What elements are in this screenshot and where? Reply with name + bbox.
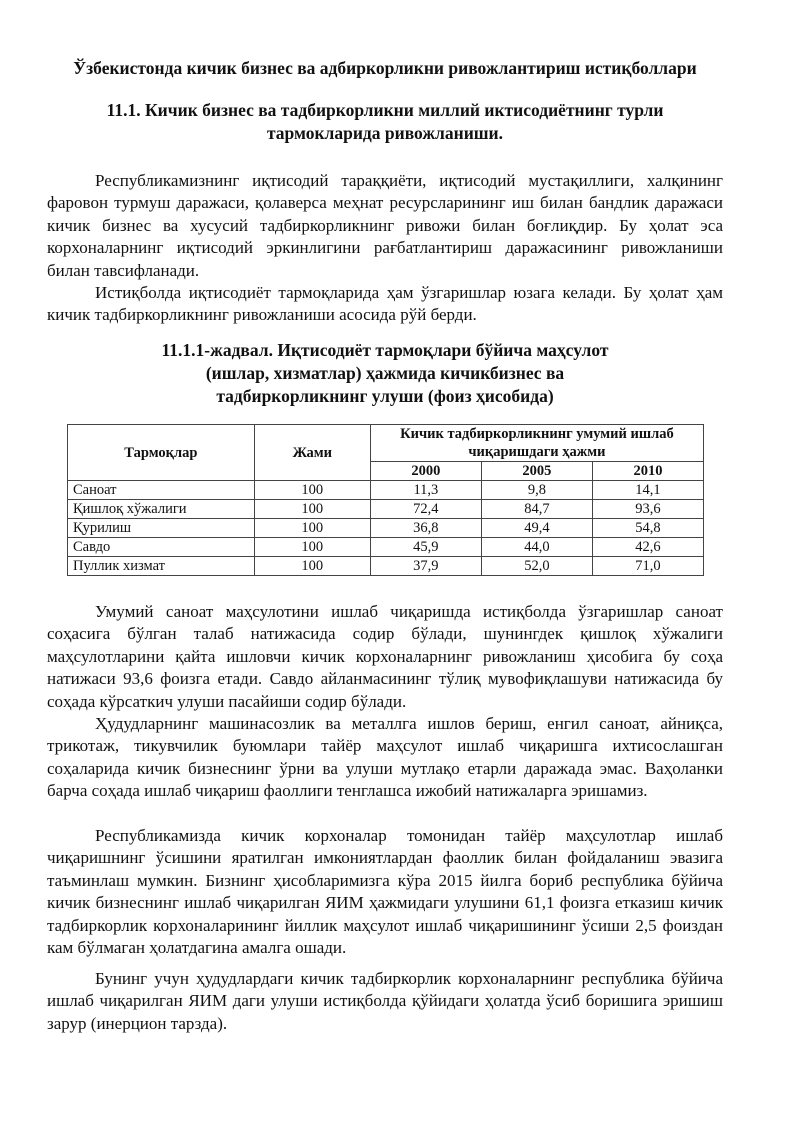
cell-value: 11,3	[370, 481, 481, 500]
cell-branch: Саноат	[68, 481, 255, 500]
header-year: 2005	[481, 462, 592, 481]
section-title-line: тармокларида ривожланиши.	[266, 123, 504, 143]
cell-value: 71,0	[592, 557, 703, 576]
cell-value: 49,4	[481, 519, 592, 538]
table-caption-line: (ишлар, хизматлар) ҳажмида кичикбизнес ва	[205, 363, 565, 383]
cell-value: 84,7	[481, 500, 592, 519]
cell-total: 100	[254, 519, 370, 538]
table-row	[68, 519, 704, 538]
cell-value: 52,0	[481, 557, 592, 576]
cell-value: 54,8	[592, 519, 703, 538]
table-caption-line: тадбиркорликнинг улуши (фоиз ҳисобида)	[216, 386, 554, 406]
cell-value: 93,6	[592, 500, 703, 519]
header-branch: Тармоқлар	[68, 425, 255, 481]
cell-value: 37,9	[370, 557, 481, 576]
cell-total: 100	[254, 557, 370, 576]
table-row	[68, 481, 704, 500]
cell-total: 100	[254, 481, 370, 500]
header-year: 2000	[370, 462, 481, 481]
cell-value: 44,0	[481, 538, 592, 557]
cell-total: 100	[254, 538, 370, 557]
cell-value: 72,4	[370, 500, 481, 519]
cell-branch: Қурилиш	[68, 519, 255, 538]
table-header-row	[68, 425, 704, 462]
paragraph-regions: Ҳудудларнинг машинасозлик ва металлга ишлов бериш, енгил саноат, айниқса, трикотаж, тикувчилик буюмлари тайёр маҳсулот ишлаб чиқаришга ихтисослашган соҳаларида кичик бизнеснинг ўрни ва улуши мутлақо етарли даражада эмас. Ваҳоланки барча соҳада ишлаб чиқариш фаоллиги тенглашса ижобий натижаларга эришамиз.	[47, 714, 723, 801]
header-year: 2010	[592, 462, 703, 481]
cell-value: 45,9	[370, 538, 481, 557]
share-table	[67, 424, 704, 576]
paragraph-gdp-share: Республикамизда кичик корхоналар томонидан тайёр маҳсулотлар ишлаб чиқаришнинг ўсишини яратилган имкониятлардан фаоллик билан фойдаланиш эвазига таъминлаш мумкин. Бизнинг ҳисобларимизга кўра 2015 йилга бориб республика бўйича кичик бизнеснинг ишлаб чиқарилган ЯИМ ҳажмидаги улушини 61,1 фоизга етказиш кичик тадбиркорлик корхоналарининг йиллик маҳсулот ишлаб чиқаришининг ўсиши 2,5 фоиздан кам бўлмаган ҳолатдагина амалга ошади.	[47, 826, 723, 958]
table-caption	[87, 339, 683, 408]
document-title: Ўзбекистонда кичик бизнес ва адбиркорликни ривожлантириш истиқболлари	[73, 58, 697, 78]
cell-value: 14,1	[592, 481, 703, 500]
paragraph-industry-forecast: Умумий саноат маҳсулотини ишлаб чиқаришда истиқболда ўзгаришлар саноат соҳасига бўлган талаб натижасида содир бўлади, шунингдек қишлоқ хўжалиги маҳсулотларини қайта ишловчи кичик корхоналарнинг ривожланиш ҳисобига бу соҳа натижаси 93,6 фоизга етади. Савдо айланмасининг тўлиқ мувофиқлашуви натижасида бу соҳада кўрсаткич улуши пасайиши содир бўлади.	[47, 602, 723, 711]
table-row	[68, 557, 704, 576]
header-total: Жами	[254, 425, 370, 481]
paragraph-intro: Республикамизнинг иқтисодий тараққиёти, иқтисодий мустақиллиги, халқининг фаровон турмуш даражаси, қолаверса меҳнат ресурсларининг иш билан бандлик даражаси кичик бизнес ва хусусий тадбиркорликнинг ривожи билан боғлиқдир. Бу ҳолат эса корхоналарнинг иқтисодий эркинлигини рағбатлантириш даражасининг ривожланиши билан тавсифланади.	[47, 171, 723, 280]
header-small-business-share: Кичик тадбиркорликнинг умумий ишлаб чиқаришдаги ҳажми	[370, 425, 703, 462]
cell-value: 9,8	[481, 481, 592, 500]
table-row	[68, 500, 704, 519]
cell-value: 42,6	[592, 538, 703, 557]
section-title	[47, 99, 723, 145]
cell-value: 36,8	[370, 519, 481, 538]
table-row	[68, 538, 704, 557]
section-title-line: 11.1. Кичик бизнес ва тадбиркорликни миллий иктисодиётнинг турли	[106, 100, 664, 120]
paragraph-outlook: Истиқболда иқтисодиёт тармоқларида ҳам ўзгаришлар юзага келади. Бу ҳолат ҳам кичик тадбиркорликнинг ривожланиши асосида рўй берди.	[47, 283, 723, 325]
cell-branch: Пуллик хизмат	[68, 557, 255, 576]
cell-branch: Савдо	[68, 538, 255, 557]
cell-total: 100	[254, 500, 370, 519]
table-caption-line: 11.1.1-жадвал. Иқтисодиёт тармоқлари бўйича маҳсулот	[161, 340, 609, 360]
cell-branch: Қишлоқ хўжалиги	[68, 500, 255, 519]
paragraph-conclusion: Бунинг учун ҳудудлардаги кичик тадбиркорлик корхоналарнинг республика бўйича ишлаб чиқарилган ЯИМ даги улуши истиқболда қўйидаги ҳолатда ўсиб боришига эришиш зарур (инерцион тарзда).	[47, 969, 723, 1033]
